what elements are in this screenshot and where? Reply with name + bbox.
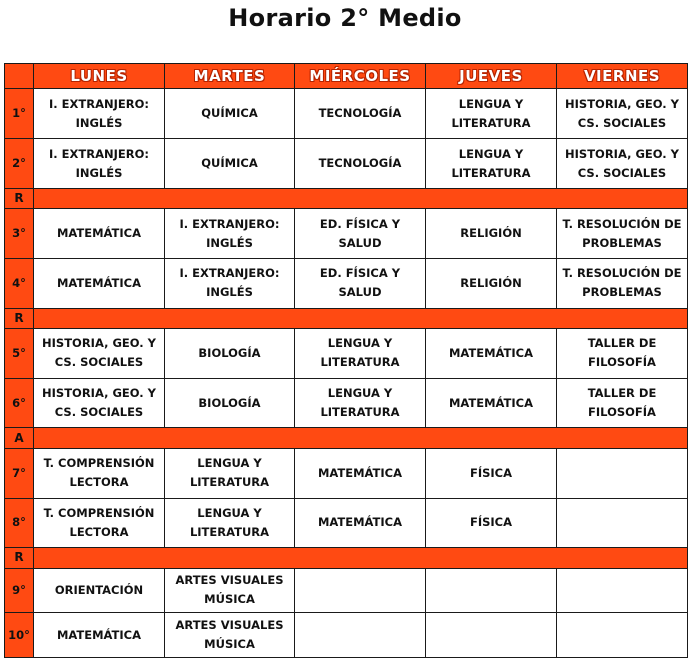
subject-cell [557, 613, 688, 658]
break-band [34, 428, 688, 448]
subject-cell: RELIGIÓN [426, 209, 557, 259]
break-band [34, 188, 688, 208]
period-label: 9° [5, 568, 34, 613]
subject-cell: BIOLOGÍA [165, 328, 295, 378]
subject-cell [295, 613, 426, 658]
subject-cell: MATEMÁTICA [34, 209, 165, 259]
subject-cell: MATEMÁTICA [295, 448, 426, 498]
day-header-4: VIERNES [557, 64, 688, 89]
subject-cell: TECNOLOGÍA [295, 89, 426, 139]
subject-cell: BIOLOGÍA [165, 378, 295, 428]
subject-cell [557, 568, 688, 613]
corner-cell [5, 64, 34, 89]
period-row [5, 258, 688, 308]
schedule-table [4, 63, 688, 658]
subject-cell [426, 613, 557, 658]
subject-cell: MATEMÁTICA [34, 258, 165, 308]
break-label: R [5, 308, 34, 328]
subject-cell [557, 448, 688, 498]
break-band [34, 548, 688, 568]
subject-cell: T. COMPRENSIÓN LECTORA [34, 498, 165, 548]
subject-cell: ED. FÍSICA Y SALUD [295, 258, 426, 308]
period-row [5, 498, 688, 548]
subject-cell: MATEMÁTICA [295, 498, 426, 548]
subject-cell: LENGUA Y LITERATURA [295, 328, 426, 378]
period-label: 4° [5, 258, 34, 308]
subject-cell: T. COMPRENSIÓN LECTORA [34, 448, 165, 498]
subject-cell: I. EXTRANJERO: INGLÉS [165, 209, 295, 259]
subject-cell: LENGUA Y LITERATURA [165, 498, 295, 548]
break-row [5, 428, 688, 448]
subject-cell: I. EXTRANJERO: INGLÉS [165, 258, 295, 308]
subject-cell [295, 568, 426, 613]
subject-cell: ORIENTACIÓN [34, 568, 165, 613]
period-label: 6° [5, 378, 34, 428]
subject-cell: T. RESOLUCIÓN DE PROBLEMAS [557, 258, 688, 308]
day-header-0: LUNES [34, 64, 165, 89]
break-row [5, 308, 688, 328]
subject-cell: FÍSICA [426, 498, 557, 548]
break-label: R [5, 548, 34, 568]
subject-cell: LENGUA Y LITERATURA [426, 139, 557, 189]
period-row [5, 568, 688, 613]
subject-cell: I. EXTRANJERO: INGLÉS [34, 89, 165, 139]
break-row [5, 548, 688, 568]
break-label: A [5, 428, 34, 448]
day-header-3: JUEVES [426, 64, 557, 89]
subject-cell: TALLER DE FILOSOFÍA [557, 328, 688, 378]
day-header-1: MARTES [165, 64, 295, 89]
subject-cell: ED. FÍSICA Y SALUD [295, 209, 426, 259]
period-label: 3° [5, 209, 34, 259]
page-title: Horario 2° Medio [228, 4, 462, 32]
subject-cell: T. RESOLUCIÓN DE PROBLEMAS [557, 209, 688, 259]
subject-cell: LENGUA Y LITERATURA [426, 89, 557, 139]
break-band [34, 308, 688, 328]
period-label: 2° [5, 139, 34, 189]
subject-cell: HISTORIA, GEO. Y CS. SOCIALES [34, 328, 165, 378]
subject-cell: RELIGIÓN [426, 258, 557, 308]
subject-cell: MATEMÁTICA [426, 328, 557, 378]
period-row [5, 378, 688, 428]
subject-cell: I. EXTRANJERO: INGLÉS [34, 139, 165, 189]
subject-cell: MATEMÁTICA [426, 378, 557, 428]
period-label: 1° [5, 89, 34, 139]
subject-cell: HISTORIA, GEO. Y CS. SOCIALES [34, 378, 165, 428]
period-row [5, 209, 688, 259]
subject-cell: ARTES VISUALES MÚSICA [165, 613, 295, 658]
period-label: 8° [5, 498, 34, 548]
period-label: 5° [5, 328, 34, 378]
period-label: 10° [5, 613, 34, 658]
subject-cell: HISTORIA, GEO. Y CS. SOCIALES [557, 139, 688, 189]
subject-cell: HISTORIA, GEO. Y CS. SOCIALES [557, 89, 688, 139]
period-row [5, 89, 688, 139]
subject-cell [557, 498, 688, 548]
subject-cell: FÍSICA [426, 448, 557, 498]
period-row [5, 613, 688, 658]
subject-cell: QUÍMICA [165, 89, 295, 139]
subject-cell [426, 568, 557, 613]
subject-cell: ARTES VISUALES MÚSICA [165, 568, 295, 613]
subject-cell: QUÍMICA [165, 139, 295, 189]
subject-cell: LENGUA Y LITERATURA [295, 378, 426, 428]
period-row [5, 448, 688, 498]
period-row [5, 328, 688, 378]
day-header-2: MIÉRCOLES [295, 64, 426, 89]
period-row [5, 139, 688, 189]
subject-cell: MATEMÁTICA [34, 613, 165, 658]
break-row [5, 188, 688, 208]
subject-cell: TALLER DE FILOSOFÍA [557, 378, 688, 428]
subject-cell: TECNOLOGÍA [295, 139, 426, 189]
break-label: R [5, 188, 34, 208]
subject-cell: LENGUA Y LITERATURA [165, 448, 295, 498]
period-label: 7° [5, 448, 34, 498]
header-row [5, 64, 688, 89]
